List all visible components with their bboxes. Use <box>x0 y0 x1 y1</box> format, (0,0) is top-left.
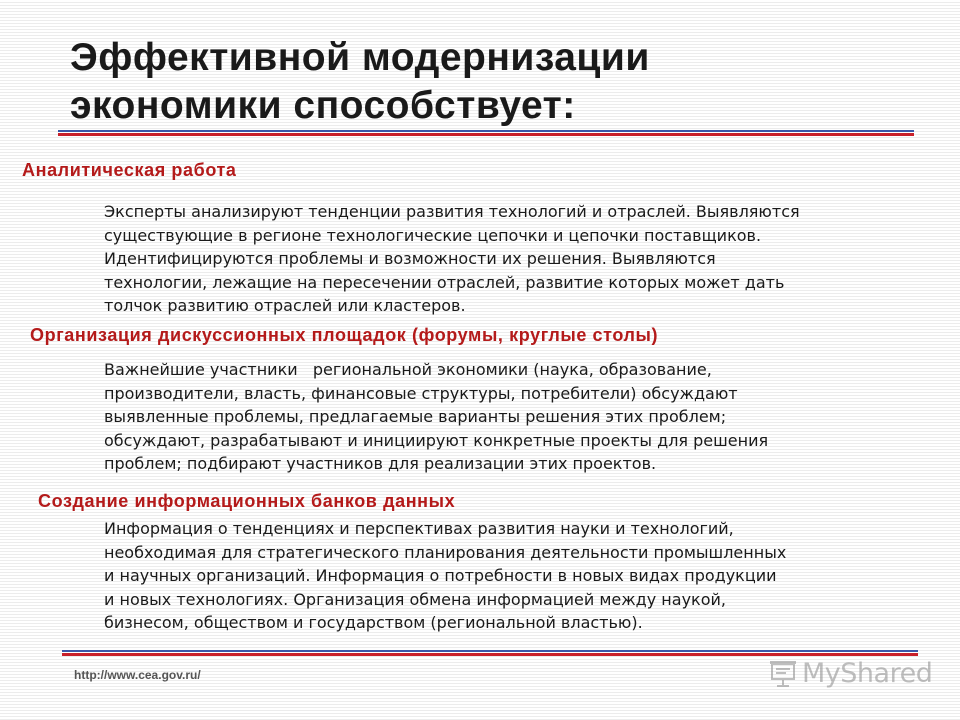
watermark <box>768 656 932 690</box>
slide-title <box>70 34 930 130</box>
slide-title-line-2: экономики способствует: <box>70 84 576 127</box>
projector-screen-icon <box>768 658 798 688</box>
footer-source-url: http://www.cea.gov.ru/ <box>74 668 201 682</box>
body-line: технологии, лежащие на пересечении отраслей, развитие которых может дать <box>104 272 785 292</box>
section-heading-forums: Организация дискуссионных площадок (форумы, круглые столы) <box>30 325 659 345</box>
body-line: толчок развитию отраслей или кластеров. <box>104 296 466 315</box>
body-line: Эксперты анализируют тенденции развития технологий и отраслей. Выявляются <box>104 202 800 221</box>
title-divider <box>58 130 914 136</box>
body-line: Важнейшие участники региональной экономики (наука, образование, <box>104 360 712 379</box>
body-line: производители, власть, финансовые структуры, потребители) обсуждают <box>104 383 738 403</box>
section-heading-databanks: Создание информационных банков данных <box>38 491 456 511</box>
body-line: выявленные проблемы, предлагаемые варианты решения этих проблем; <box>104 407 727 426</box>
watermark-text: MyShared <box>802 657 933 689</box>
body-line: и научных организаций. Информация о потребности в новых видах продукции <box>104 566 777 585</box>
body-line: существующие в регионе технологические цепочки и цепочки поставщиков. <box>104 225 762 245</box>
body-line: и новых технологиях. Организация обмена информацией между наукой, <box>104 589 726 609</box>
section-body-forums <box>104 358 768 476</box>
section-body-databanks <box>104 517 786 635</box>
body-line: Информация о тенденциях и перспективах развития науки и технологий, <box>104 519 734 538</box>
body-line: обсуждают, разрабатывают и инициируют конкретные проекты для решения <box>104 430 769 450</box>
section-body-analytics <box>104 200 800 318</box>
slide-title-line-1: Эффективной модернизации <box>70 36 650 79</box>
body-line: проблем; подбирают участников для реализации этих проектов. <box>104 454 657 473</box>
body-line: необходимая для стратегического планирования деятельности промышленных <box>104 542 787 562</box>
body-line: бизнесом, обществом и государством (региональной властью). <box>104 613 643 632</box>
body-line: Идентифицируются проблемы и возможности их решения. Выявляются <box>104 249 716 268</box>
section-heading-analytics: Аналитическая работа <box>22 160 237 180</box>
